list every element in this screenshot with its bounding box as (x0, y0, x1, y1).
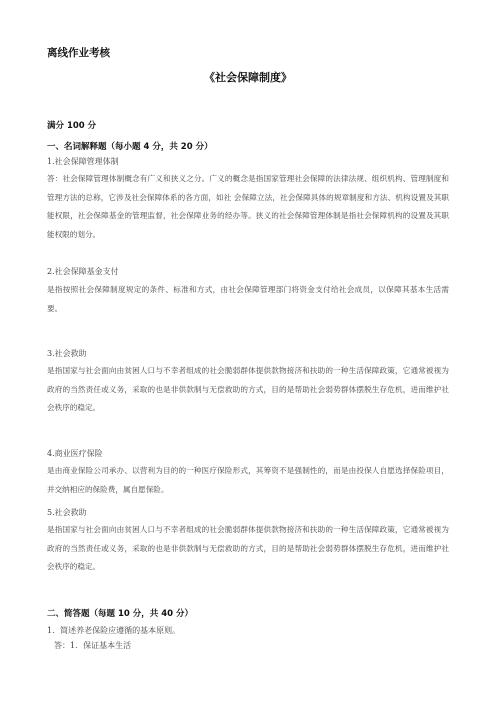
section2-heading: 二、简答题（每题 10 分，共 40 分） (47, 609, 193, 619)
item5-answer: 是指国家与社会面向由贫困人口与不幸者组成的社会脆弱群体提供款物接济和扶助的一种生活保障政策，它通常被视为政府的当然责任或义务，采取的也是非供款制与无偿救助的方式，目的是帮助社会弱势群体摆脱生存危机，进而维护社会秩序的稳定。 (47, 525, 449, 571)
item3-title: 3.社会救助 (47, 349, 87, 358)
header-title: 离线作业考核 (47, 47, 110, 59)
total-score: 满分 100 分 (47, 121, 97, 131)
section1-heading: 一、名词解释题（每小题 4 分，共 20 分） (47, 142, 213, 152)
item4-title: 4.商业医疗保险 (47, 449, 103, 458)
item2-answer: 是指按照社会保障制度规定的条件、标准和方式，由社会保障管理部门将资金支付给社会成员，以保障其基本生活需要。 (47, 285, 449, 313)
item1-title: 1.社会保障管理体制 (47, 157, 119, 166)
item5-title: 5.社会救助 (47, 508, 87, 517)
section2-q1-title: 1．简述养老保险应遵循的基本原则。 (47, 626, 181, 635)
item4-answer: 是由商业保险公司承办、以营利为目的的一种医疗保险形式，其筹资不是强制性的，而是由投保人自愿选择保险项目，并交纳相应的保险费，属自愿保险。 (47, 466, 449, 494)
section2-q1-answer: 答：1．保证基本生活 (54, 641, 132, 650)
item2-title: 2.社会保障基金支付 (47, 267, 119, 276)
document-title: 《社会保障制度》 (204, 71, 292, 84)
item3-answer: 是指国家与社会面向由贫困人口与不幸者组成的社会脆弱群体提供款物接济和扶助的一种生活保障政策，它通常被视为政府的当然责任或义务，采取的也是非供款制与无偿救助的方式，目的是帮助社会弱势群体摆脱生存危机，进而维护社会秩序的稳定。 (47, 366, 449, 412)
item1-answer: 答：社会保障管理体制概念有广义和狭义之分。广义的概念是指国家管理社会保障的法律法规、组织机构、管理制度和管理方法的总称，它涉及社会保障体系的各方面，如社 会保障立法，社会保障具体的规章制度和方法、机构设置及其职能权限，社会保障基金的管理监督，社会保障业务的经办等。狭义的社会保障管理体制是指社会保障机构的设置及其职能权限的划分。 (47, 174, 449, 239)
